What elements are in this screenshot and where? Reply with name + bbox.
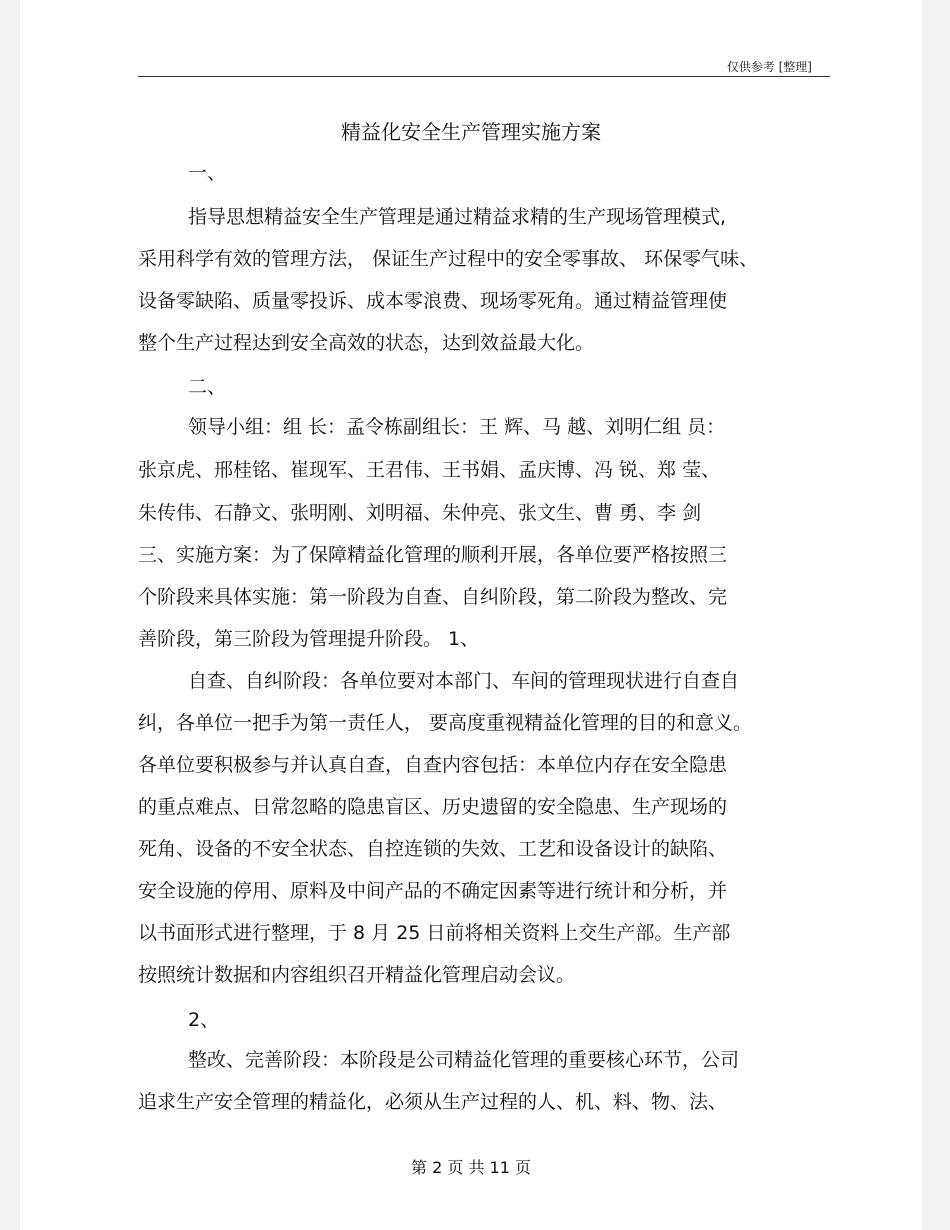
paragraph-line: 安全设施的停用、原料及中间产品的不确定因素等进行统计和分析，并 (138, 880, 728, 902)
header-divider (138, 76, 830, 77)
document-title: 精益化安全生产管理实施方案 (341, 120, 601, 144)
paragraph-line: 整个生产过程达到安全高效的状态，达到效益最大化。 (138, 332, 595, 354)
header-note: 仅供参考 [整理] (726, 60, 812, 74)
paragraph-line: 以书面形式进行整理，于 8 月 25 日前将相关资料上交生产部。生产部 (138, 922, 731, 944)
paragraph-line: 个阶段来具体实施：第一阶段为自查、自纠阶段，第二阶段为整改、完 (138, 586, 728, 608)
page-footer: 第 2 页 共 11 页 (411, 1158, 531, 1177)
step-two-heading: 2、 (188, 1009, 220, 1031)
paragraph-line: 的重点难点、日常忽略的隐患盲区、历史遗留的安全隐患、生产现场的 (138, 796, 728, 818)
paragraph-line: 采用科学有效的管理方法， 保证生产过程中的安全零事故、 环保零气味、 (138, 248, 759, 270)
document-page (20, 0, 922, 1230)
paragraph-line: 善阶段，第三阶段为管理提升阶段。 1、 (138, 628, 480, 650)
section-two-heading: 二、 (188, 376, 227, 398)
paragraph-line: 朱传伟、石静文、张明刚、刘明福、朱仲亮、张文生、曹 勇、李 剑 (138, 502, 702, 524)
paragraph-line: 自查、自纠阶段：各单位要对本部门、车间的管理现状进行自查自 (188, 670, 740, 692)
paragraph-line: 追求生产安全管理的精益化，必须从生产过程的人、机、料、物、法、 (138, 1091, 728, 1113)
paragraph-line: 整改、完善阶段：本阶段是公司精益化管理的重要核心环节，公司 (188, 1049, 740, 1071)
section-one-heading: 一、 (188, 162, 227, 184)
paragraph-line: 按照统计数据和内容组织召开精益化管理启动会议。 (138, 964, 576, 986)
paragraph-line: 纠，各单位一把手为第一责任人， 要高度重视精益化管理的目的和意义。 (138, 712, 753, 734)
paragraph-line: 三、实施方案：为了保障精益化管理的顺利开展，各单位要严格按照三 (138, 544, 728, 566)
paragraph-line: 各单位要积极参与并认真自查，自查内容包括：本单位内存在安全隐患 (138, 754, 728, 776)
paragraph-line: 设备零缺陷、质量零投诉、成本零浪费、现场零死角。通过精益管理使 (138, 290, 728, 312)
paragraph-line: 死角、设备的不安全状态、自控连锁的失效、工艺和设备设计的缺陷、 (138, 838, 728, 860)
paragraph-line: 领导小组：组 长：孟令栋副组长：王 辉、马 越、刘明仁组 员： (188, 416, 726, 438)
paragraph-line: 张京虎、邢桂铭、崔现军、王君伟、王书娟、孟庆博、冯 锐、郑 莹、 (138, 459, 721, 481)
paragraph-line: 指导思想精益安全生产管理是通过精益求精的生产现场管理模式, (188, 206, 727, 228)
